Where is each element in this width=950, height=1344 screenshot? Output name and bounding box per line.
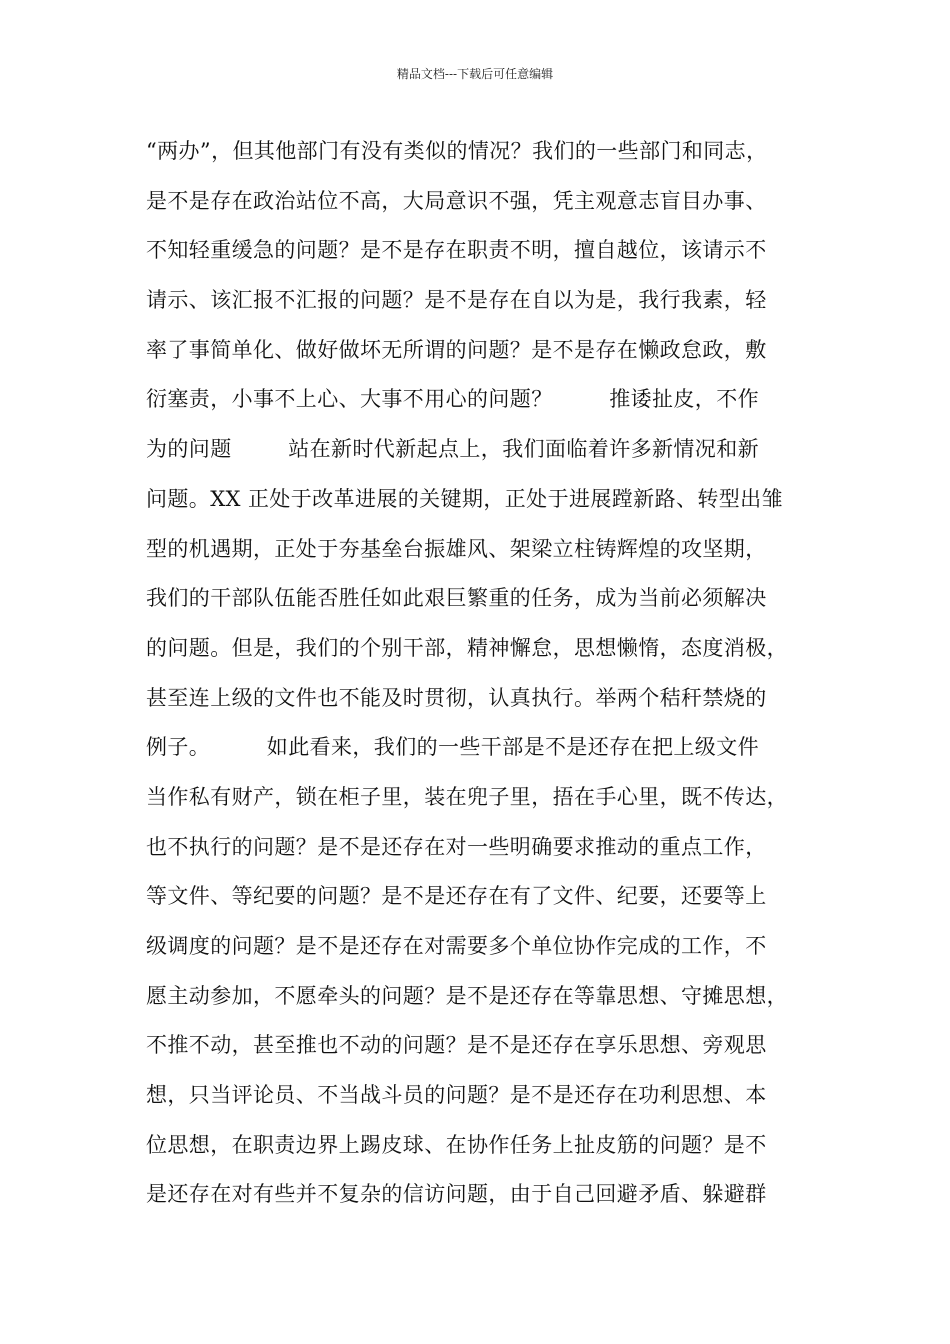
text-line: 为的问题 站在新时代新起点上，我们面临着许多新情况和新: [146, 437, 759, 462]
text-line: 甚至连上级的文件也不能及时贯彻，认真执行。举两个秸秆禁烧的: [146, 685, 767, 710]
text-line: 是还存在对有些并不复杂的信访问题，由于自己回避矛盾、躲避群: [146, 1182, 767, 1207]
text-line: 也不执行的问题？是不是还存在对一些明确要求推动的重点工作，: [146, 834, 767, 859]
text-line: 率了事简单化、做好做坏无所谓的问题？是不是存在懒政怠政，敷: [146, 337, 767, 362]
text-line: 请示、该汇报不汇报的问题？是不是存在自以为是，我行我素，轻: [146, 288, 767, 313]
text-line: 当作私有财产，锁在柜子里，装在兜子里，捂在手心里，既不传达，: [146, 784, 788, 809]
text-line: 想，只当评论员、不当战斗员的问题？是不是还存在功利思想、本: [146, 1083, 767, 1108]
document-body: [146, 134, 836, 1227]
text-line: 级调度的问题？是不是还存在对需要多个单位协作完成的工作，不: [146, 934, 767, 958]
text-line: 例子。 如此看来，我们的一些干部是不是还存在把上级文件: [146, 735, 759, 760]
text-line: 等文件、等纪要的问题？是不是还存在有了文件、纪要，还要等上: [146, 884, 767, 909]
page-header: 精品文档---下载后可任意编辑: [396, 67, 554, 81]
text-line: 不推不动，甚至推也不动的问题？是不是还存在享乐思想、旁观思: [146, 1033, 767, 1058]
text-line: 的问题。但是，我们的个别干部，精神懈怠，思想懒惰，态度消极，: [146, 635, 788, 660]
text-line: 不知轻重缓急的问题？是不是存在职责不明，擅自越位，该请示不: [146, 238, 767, 263]
text-line: 位思想，在职责边界上踢皮球、在协作任务上扯皮筋的问题？是不: [146, 1132, 767, 1157]
text-line: 型的机遇期，正处于夯基垒台振雄风、架梁立柱铸辉煌的攻坚期，: [146, 536, 767, 561]
text-line: 我们的干部队伍能否胜任如此艰巨繁重的任务，成为当前必须解决: [146, 586, 767, 611]
text-line: 是不是存在政治站位不高，大局意识不强，凭主观意志盲目办事、: [146, 188, 767, 213]
text-line: “两办”，但其他部门有没有类似的情况？我们的一些部门和同志，: [146, 139, 768, 163]
text-line: 衍塞责，小事不上心、大事不用心的问题？ 推诿扯皮，不作: [146, 387, 759, 412]
text-line: 愿主动参加，不愿牵头的问题？是不是还存在等靠思想、守摊思想，: [146, 983, 788, 1008]
text-line: 问题。XX 正处于改革进展的关键期，正处于进展蹚新路、转型出雏: [146, 486, 783, 511]
